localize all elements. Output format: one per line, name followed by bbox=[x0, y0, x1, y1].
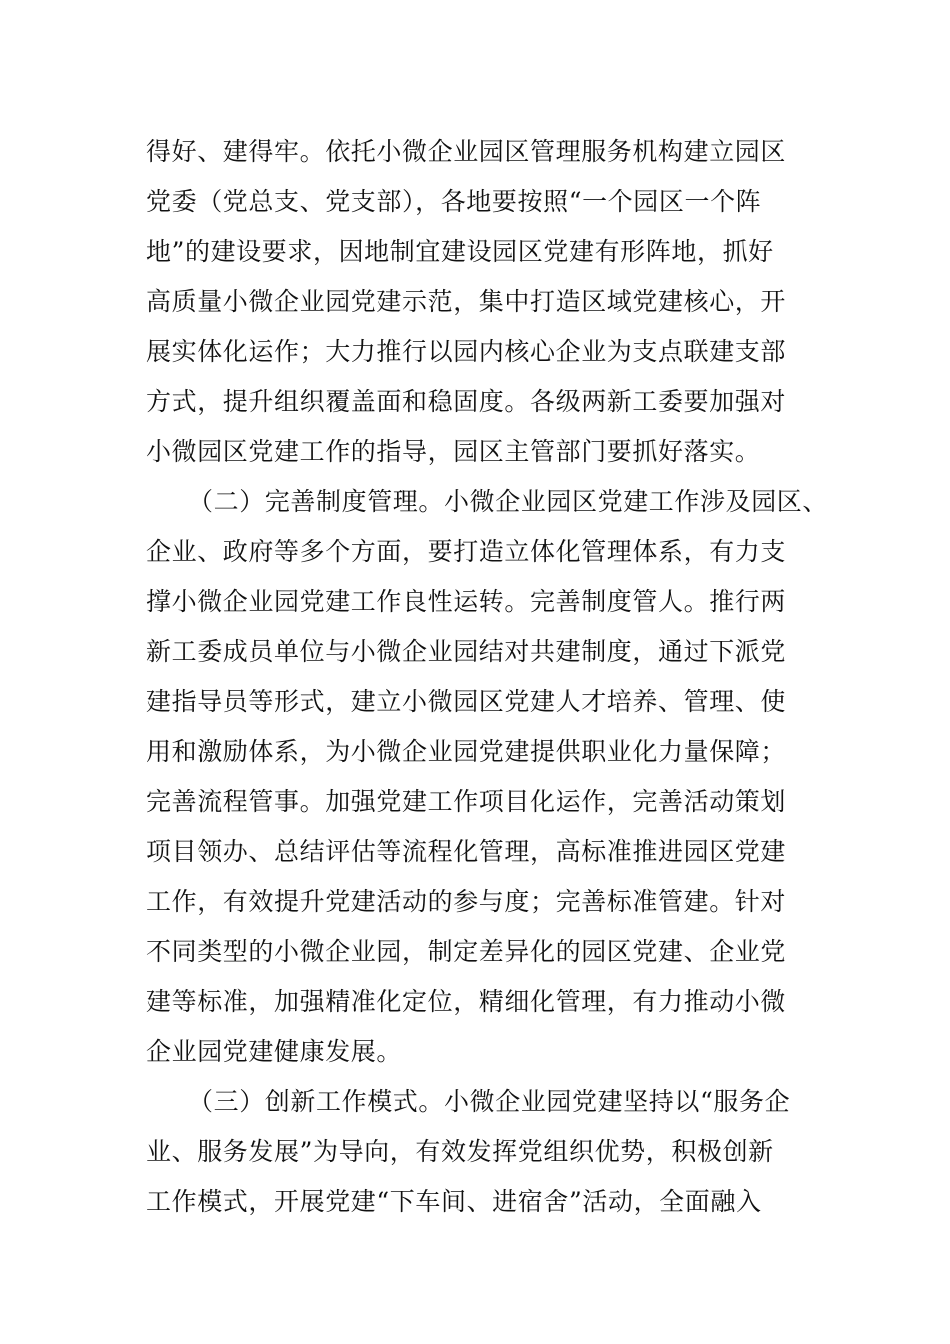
paragraph-heading-line: （二）完善制度管理。小微企业园区党建工作涉及园区、 bbox=[188, 487, 829, 516]
text-line: 方式，提升组织覆盖面和稳固度。各级两新工委要加强对 bbox=[146, 387, 787, 416]
text-line: 新工委成员单位与小微企业园结对共建制度，通过下派党 bbox=[146, 637, 787, 666]
text-line: 业、服务发展”为导向，有效发挥党组织优势，积极创新 bbox=[146, 1137, 774, 1166]
text-line: 建指导员等形式，建立小微园区党建人才培养、管理、使 bbox=[146, 687, 787, 716]
text-line: 完善流程管事。加强党建工作项目化运作，完善活动策划 bbox=[146, 787, 787, 816]
text-line: 企业园党建健康发展。 bbox=[146, 1037, 403, 1066]
text-line: 不同类型的小微企业园，制定差异化的园区党建、企业党 bbox=[146, 937, 787, 966]
text-line: 用和激励体系，为小微企业园党建提供职业化力量保障； bbox=[146, 737, 787, 766]
text-line: 企业、政府等多个方面，要打造立体化管理体系，有力支 bbox=[146, 537, 787, 566]
text-line: 撑小微企业园党建工作良性运转。完善制度管人。推行两 bbox=[146, 587, 787, 616]
text-line: 地”的建设要求，因地制宜建设园区党建有形阵地，抓好 bbox=[146, 237, 774, 266]
text-line: 工作模式，开展党建“下车间、进宿舍”活动，全面融入 bbox=[146, 1187, 762, 1216]
text-line: 高质量小微企业园党建示范，集中打造区域党建核心，开 bbox=[146, 287, 787, 316]
paragraph-heading-line: （三）创新工作模式。小微企业园党建坚持以“服务企 bbox=[188, 1087, 791, 1116]
text-line: 项目领办、总结评估等流程化管理，高标准推进园区党建 bbox=[146, 837, 787, 866]
text-line: 展实体化运作；大力推行以园内核心企业为支点联建支部 bbox=[146, 337, 787, 366]
text-line: 工作，有效提升党建活动的参与度；完善标准管建。针对 bbox=[146, 887, 787, 916]
text-line: 小微园区党建工作的指导，园区主管部门要抓好落实。 bbox=[146, 437, 761, 466]
text-line: 建等标准，加强精准化定位，精细化管理，有力推动小微 bbox=[146, 987, 787, 1016]
text-line: 党委（党总支、党支部），各地要按照“一个园区一个阵 bbox=[146, 187, 762, 216]
text-line: 得好、建得牢。依托小微企业园区管理服务机构建立园区 bbox=[146, 137, 787, 166]
